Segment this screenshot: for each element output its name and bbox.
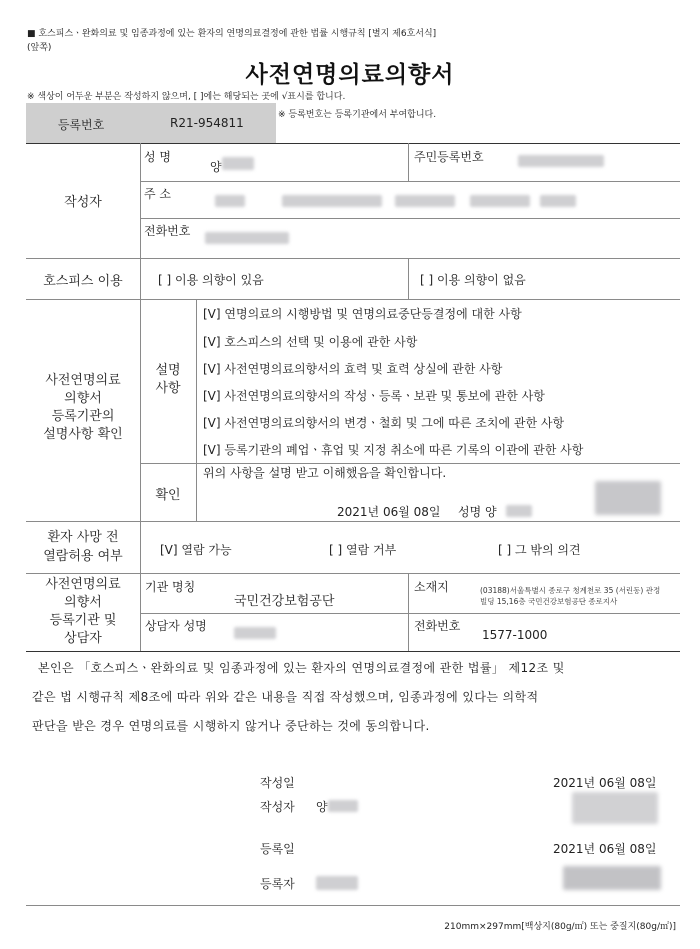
explanation-signature xyxy=(595,481,661,515)
consent-statement-line: 같은 법 시행규칙 제8조에 따라 위와 같은 내용을 직접 작성했으며, 임종과정에 있다는 의학적 xyxy=(32,690,539,704)
confirm-sign-label: 성명 양 xyxy=(458,505,497,519)
registered-date-label: 등록일 xyxy=(260,842,295,856)
writer-section-label: 작성자 xyxy=(64,195,102,210)
writer-sign-label: 작성자 xyxy=(260,800,295,814)
institution-phone-label: 전화번호 xyxy=(414,619,461,633)
institution-phone: 1577-1000 xyxy=(482,628,548,642)
viewing-option-deny[interactable]: [ ] 열람 거부 xyxy=(329,543,397,557)
redacted-counselor xyxy=(234,627,276,639)
redacted-phone xyxy=(205,232,289,244)
registered-date: 2021년 06월 08일 xyxy=(553,842,657,856)
redacted-rrn xyxy=(518,155,604,167)
registration-note: ※ 등록번호는 등록기관에서 부여합니다. xyxy=(278,110,437,120)
confirm-date: 2021년 06월 08일 xyxy=(337,505,441,519)
redacted-name xyxy=(222,157,254,170)
explanation-item[interactable]: [V] 등록기관의 폐업ㆍ휴업 및 지정 취소에 따른 기록의 이관에 관한 사항 xyxy=(203,443,584,457)
registration-number: R21-954811 xyxy=(170,116,244,130)
hospice-label: 호스피스 이용 xyxy=(43,274,123,289)
page-title: 사전연명의료의향서 xyxy=(245,62,455,88)
writer-signature xyxy=(572,792,658,824)
explanation-item[interactable]: [V] 사전연명의료의향서의 변경ㆍ철회 및 그에 따른 조치에 관한 사항 xyxy=(203,416,565,430)
rrn-label: 주민등록번호 xyxy=(414,150,484,164)
redacted-address xyxy=(540,195,576,207)
registrar-signature xyxy=(563,866,661,890)
front-label: (앞쪽) xyxy=(27,43,52,53)
explanation-item[interactable]: [V] 연명의료의 시행방법 및 연명의료중단등결정에 대한 사항 xyxy=(203,307,522,321)
explanation-item[interactable]: [V] 사전연명의료의향서의 작성ㆍ등록ㆍ보관 및 통보에 관한 사항 xyxy=(203,389,545,403)
instruction-note: ※ 색상이 어두운 부분은 작성하지 않으며, [ ]에는 해당되는 곳에 √표시를 합니다. xyxy=(27,92,346,102)
institution-address: (03188)서울특별시 종로구 청계천로 35 (서린동) 관정 빌딩 15,16층 국민건강보험공단 종로지사 xyxy=(480,586,661,606)
counselor-label: 상담자 성명 xyxy=(145,619,207,633)
viewing-label: 환자 사망 전 열람허용 여부 xyxy=(43,530,123,564)
explanation-section-label: 사전연명의료 의향서 등록기관의 설명사항 확인 xyxy=(43,373,123,442)
written-date: 2021년 06월 08일 xyxy=(553,776,657,790)
confirm-text: 위의 사항을 설명 받고 이해했음을 확인합니다. xyxy=(203,466,447,480)
form-header: ■ 호스피스ㆍ완화의료 및 임종과정에 있는 환자의 연명의료결정에 관한 법률 시행규칙 [별지 제6호서식] xyxy=(27,29,437,39)
institution-name: 국민건강보험공단 xyxy=(234,594,335,609)
confirm-label: 확인 xyxy=(155,488,181,503)
consent-statement-line: 본인은 「호스피스ㆍ완화의료 및 임종과정에 있는 환자의 연명의료결정에 관한 법률」 제12조 및 xyxy=(38,661,565,675)
phone-label: 전화번호 xyxy=(144,224,191,238)
hospice-option-yes[interactable]: [ ] 이용 의향이 있음 xyxy=(158,273,264,287)
writer-sign-name: 양 xyxy=(316,800,328,814)
writer-name: 양 xyxy=(210,160,222,174)
viewing-option-allow[interactable]: [V] 열람 가능 xyxy=(160,543,232,557)
explanation-item[interactable]: [V] 호스피스의 선택 및 이용에 관한 사항 xyxy=(203,335,418,349)
redacted-registrar xyxy=(316,876,358,890)
institution-name-label: 기관 명칭 xyxy=(145,580,196,594)
name-label: 성 명 xyxy=(144,150,171,164)
hospice-option-no[interactable]: [ ] 이용 의향이 없음 xyxy=(420,273,526,287)
written-date-label: 작성일 xyxy=(260,776,295,790)
explanation-item[interactable]: [V] 사전연명의료의향서의 효력 및 효력 상실에 관한 사항 xyxy=(203,362,503,376)
paper-spec: 210mm×297mm[백상지(80g/㎡) 또는 중질지(80g/㎡)] xyxy=(444,922,676,932)
explanation-sub-label: 설명 사항 xyxy=(155,363,181,396)
viewing-option-other[interactable]: [ ] 그 밖의 의견 xyxy=(498,543,581,557)
footer-rule xyxy=(26,905,680,906)
table-top-rule xyxy=(26,143,680,144)
location-label: 소재지 xyxy=(414,580,449,594)
address-label: 주 소 xyxy=(144,187,171,201)
consent-statement-line: 판단을 받은 경우 연명의료를 시행하지 않거나 중단하는 것에 동의합니다. xyxy=(32,719,430,733)
registration-label: 등록번호 xyxy=(57,118,105,132)
institution-section-label: 사전연명의료 의향서 등록기관 및 상담자 xyxy=(45,577,121,646)
registrar-label: 등록자 xyxy=(260,877,295,891)
